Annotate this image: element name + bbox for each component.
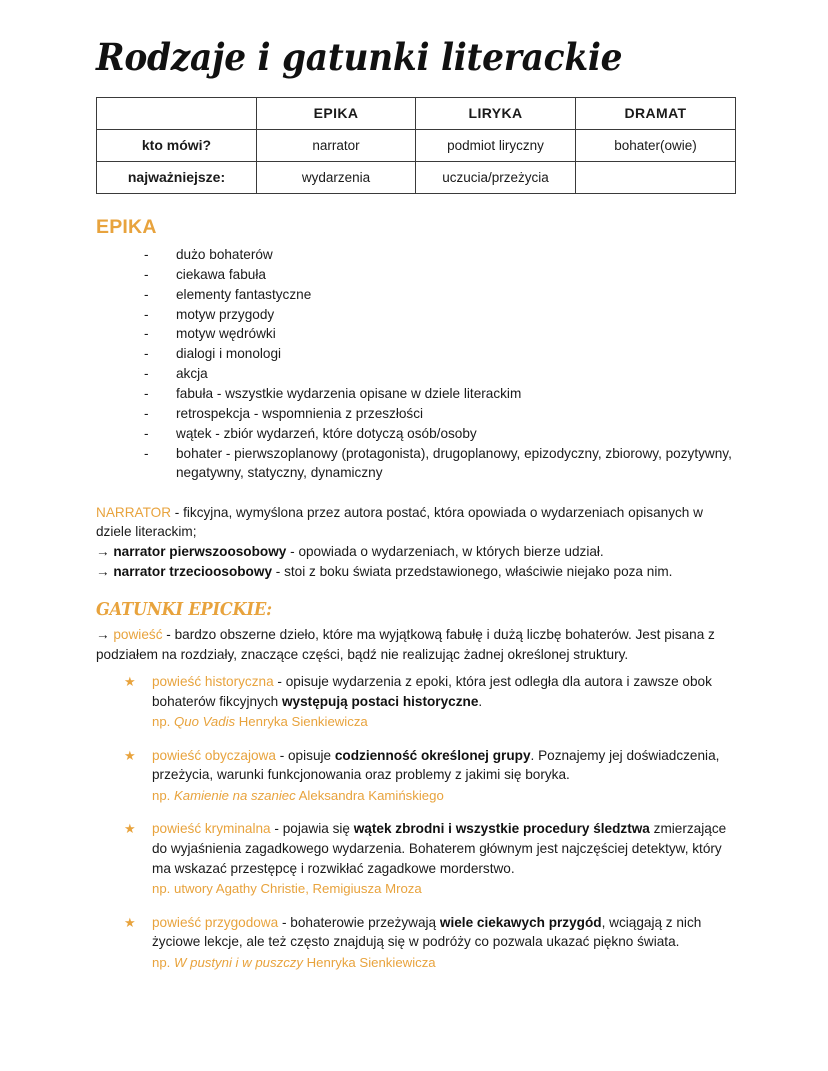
dash-bullet-icon: - [144, 286, 149, 302]
dash-bullet-icon: - [144, 266, 149, 282]
narrator-definition [96, 503, 736, 542]
genre-term: powieść obyczajowa [152, 747, 276, 763]
genre-example-author: Aleksandra Kamińskiego [295, 788, 444, 804]
list-item [144, 324, 736, 343]
list-item-label: wątek - zbiór wydarzeń, które dotyczą osób/osoby [176, 426, 477, 441]
table-row [97, 161, 736, 193]
table-header-epika: EPIKA [257, 97, 416, 129]
dash-bullet-icon: - [144, 366, 149, 382]
genre-example-title: Quo Vadis [174, 714, 236, 730]
genre-text-emphasis: wątek zbrodni i wszystkie procedury śledztwa [353, 821, 650, 837]
genre-list-item [124, 819, 736, 898]
dash-bullet-icon: - [144, 346, 149, 362]
genre-text-lead: - opisuje [275, 747, 335, 763]
genre-text-lead: - opisuje wydarzenia z epoki, która jest odległa dla autora i zawsze obok bohaterów fikcyjnych [152, 674, 712, 709]
list-item [144, 424, 736, 443]
genre-example-prefix: np. [152, 714, 174, 730]
list-item-label: dużo bohaterów [176, 246, 273, 262]
table-header-row [97, 97, 736, 129]
table-body [97, 129, 736, 193]
narrator-block [96, 503, 736, 581]
genre-list-item [124, 746, 736, 806]
genre-list-item [124, 672, 736, 732]
table-cell-liryka: podmiot liryczny [416, 129, 576, 161]
genre-text-lead: - bohaterowie przeżywają [278, 914, 440, 930]
table-cell-epika: narrator [257, 129, 416, 161]
genre-term: powieść kryminalna [152, 821, 271, 837]
table-cell-liryka: uczucia/przeżycia [416, 161, 576, 193]
table-header [97, 97, 736, 129]
dash-bullet-icon: - [144, 426, 149, 441]
literary-kinds-table [96, 97, 736, 194]
dash-bullet-icon: - [144, 246, 149, 262]
dash-bullet-icon: - [144, 406, 149, 422]
table-cell-dramat: bohater(owie) [576, 129, 736, 161]
list-item [144, 384, 736, 403]
narrator-first-person [96, 542, 736, 562]
genre-description [152, 746, 736, 785]
genre-example-title: Kamienie na szaniec [174, 788, 296, 804]
genre-example-prefix: np. [152, 788, 174, 804]
narrator-third-person-text: - stoi z boku świata przedstawionego, właściwie niejako poza nim. [272, 563, 673, 579]
list-item [144, 404, 736, 423]
genre-example [152, 712, 736, 731]
genre-text-lead: - pojawia się [270, 821, 354, 837]
list-item-label: motyw wędrówki [176, 326, 276, 342]
genre-text-emphasis: wiele ciekawych przygód [439, 914, 602, 930]
page-title: Rodzaje i gatunki literackie [96, 35, 623, 79]
table-header-blank [97, 97, 257, 129]
table-row-label: najważniejsze: [97, 161, 257, 193]
star-bullet-icon: ★ [124, 747, 136, 763]
table-row [97, 129, 736, 161]
list-item [144, 245, 736, 264]
powiesc-definition-text: - bardzo obszerne dzieło, które ma wyjątkową fabułę i dużą liczbę bohaterów. Jest pisana z podziałem na rozdziały, znaczące części, bądź nie realizując żadnej określonej struktury. [96, 627, 715, 662]
list-item [144, 364, 736, 383]
dash-bullet-icon: - [144, 445, 149, 461]
powiesc-definition [96, 625, 736, 664]
star-bullet-icon: ★ [124, 821, 136, 837]
genre-description [152, 672, 736, 711]
genre-text-tail: zmierzające do wyjaśnienia zagadkowego wydarzenia. Bohaterem głównym jest najczęściej detektyw, który ma wskazać przestępcę i rozwikłać zagadkowe morderstwo. [152, 821, 727, 876]
genre-term: powieść przygodowa [152, 914, 279, 930]
narrator-third-person [96, 562, 736, 582]
epika-feature-list [96, 245, 736, 483]
genre-text-emphasis: występują postaci historyczne [281, 693, 479, 709]
list-item-label: elementy fantastyczne [176, 286, 312, 302]
narrator-third-person-term: narrator trzecioosobowy [113, 563, 272, 579]
dash-bullet-icon: - [144, 306, 149, 322]
genre-term: powieść historyczna [152, 674, 274, 690]
genre-text-tail: , wciągają z nich życiowe lekcje, ale też często znajdują się w podróży co pozwala ukazać piękno świata. [152, 914, 702, 950]
genre-text-tail: . [478, 693, 483, 709]
genre-description [152, 913, 736, 952]
genre-example-author: Henryka Sienkiewicza [235, 714, 368, 730]
list-item [144, 344, 736, 363]
genre-example-prefix: np. utwory Agathy Christie, Remigiusza Mroza [152, 881, 422, 897]
narrator-first-person-text: - opowiada o wydarzeniach, w których bierze udział. [286, 543, 604, 559]
list-item [144, 444, 736, 483]
table-cell-dramat [576, 161, 736, 193]
arrow-icon: → [96, 543, 110, 559]
list-item-label: ciekawa fabuła [176, 266, 266, 282]
table-header-dramat: DRAMAT [576, 97, 736, 129]
list-item-label: akcja [176, 366, 208, 382]
list-item [144, 305, 736, 324]
arrow-icon: → [96, 563, 110, 579]
narrator-definition-text: - fikcyjna, wymyślona przez autora postać, która opowiada o wydarzeniach opisanych w dziele literackim; [96, 504, 703, 540]
list-item [144, 265, 736, 284]
narrator-term: NARRATOR [96, 504, 172, 520]
star-bullet-icon: ★ [124, 674, 136, 690]
list-item-label: dialogi i monologi [176, 346, 282, 362]
genre-description [152, 819, 736, 878]
list-item-label: fabuła - wszystkie wydarzenia opisane w dziele literackim [176, 386, 522, 402]
novel-genres-list [96, 672, 736, 972]
powiesc-term: powieść [113, 627, 163, 643]
table-cell-epika: wydarzenia [257, 161, 416, 193]
dash-bullet-icon: - [144, 326, 149, 342]
genre-text-emphasis: codzienność określonej grupy [334, 747, 531, 763]
table-row-label: kto mówi? [97, 129, 257, 161]
list-item-label: motyw przygody [176, 306, 275, 322]
genre-list-item [124, 913, 736, 973]
list-item [144, 285, 736, 304]
genre-example-prefix: np. [152, 954, 174, 970]
genre-example [152, 953, 736, 972]
genre-example-title: W pustyni i w puszczy [174, 954, 303, 970]
star-bullet-icon: ★ [124, 914, 136, 930]
list-item-label: retrospekcja - wspomnienia z przeszłości [176, 406, 424, 422]
table-header-liryka: LIRYKA [416, 97, 576, 129]
list-item-label: bohater - pierwszoplanowy (protagonista), drugoplanowy, epizodyczny, zbiorowy, pozytywny, negatywny, statyczny, dynamiczny [176, 445, 732, 481]
genre-example [152, 786, 736, 805]
genre-example-author: Henryka Sienkiewicza [302, 954, 436, 970]
arrow-icon: → [96, 627, 110, 643]
genre-example [152, 879, 736, 898]
section-heading-gatunki-epickie: GATUNKI EPICKIE: [96, 599, 272, 621]
section-heading-epika: EPIKA [96, 215, 157, 238]
narrator-first-person-term: narrator pierwszoosobowy [113, 543, 287, 559]
document-content [96, 35, 736, 986]
genre-text-tail: . Poznajemy jej doświadczenia, przeżycia, warunki funkcjonowania oraz problemy z jakimi się boryka. [152, 747, 720, 783]
dash-bullet-icon: - [144, 386, 149, 402]
